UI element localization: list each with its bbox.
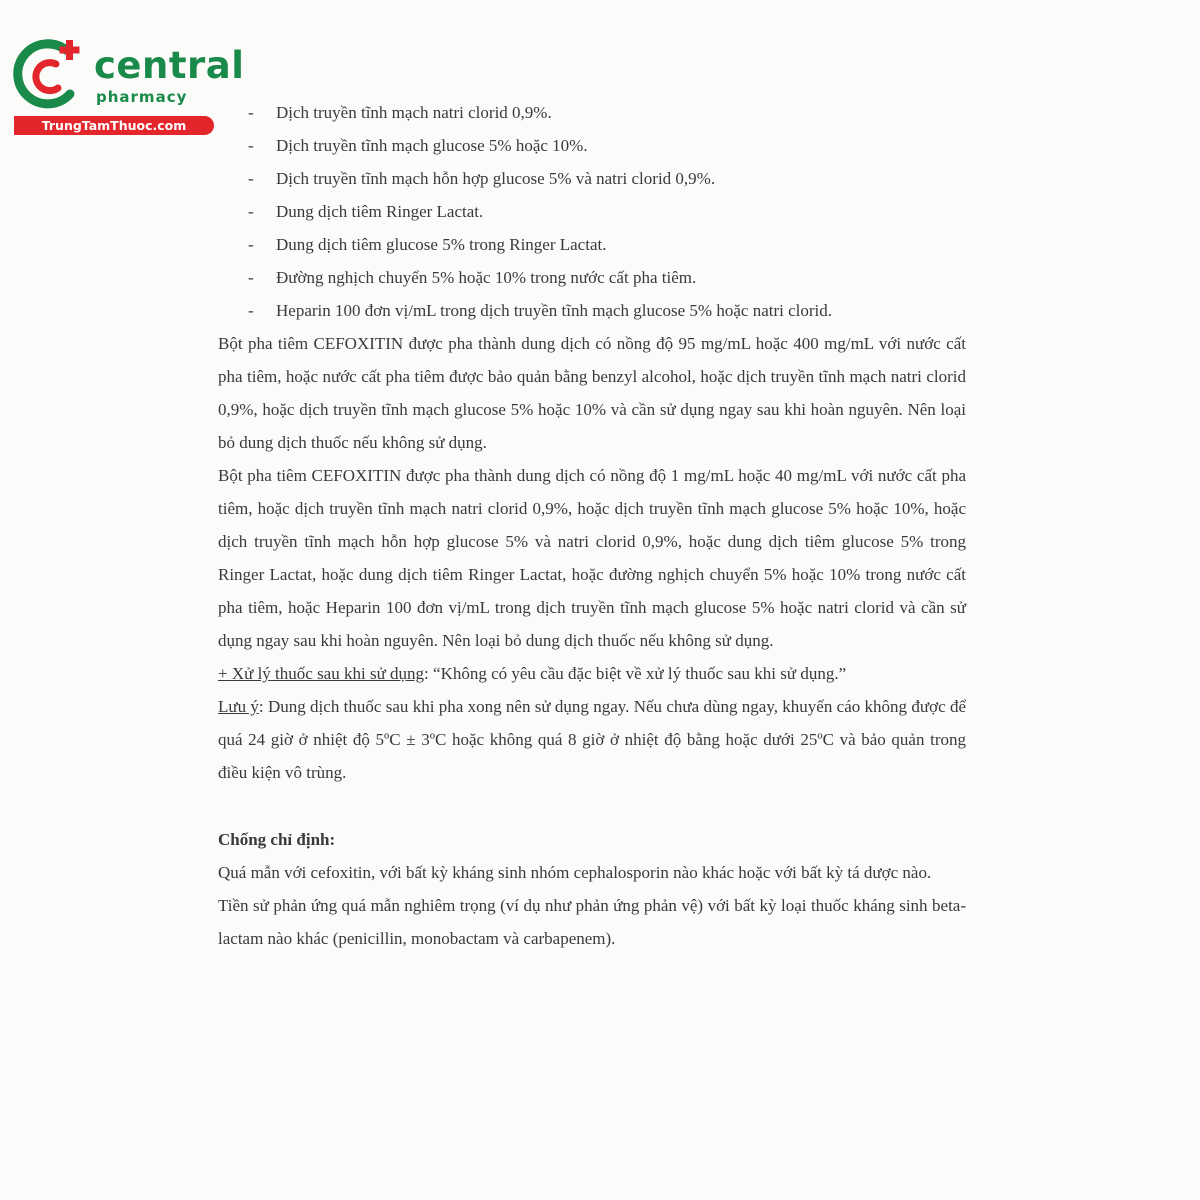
list-item: - Dịch truyền tĩnh mạch glucose 5% hoặc 10%. [218, 129, 966, 162]
disposal-text: : “Không có yêu cầu đặc biệt về xử lý thuốc sau khi sử dụng.” [424, 664, 847, 683]
list-item: - Dịch truyền tĩnh mạch natri clorid 0,9%. [218, 96, 966, 129]
reconstitution-paragraph-2: Bột pha tiêm CEFOXITIN được pha thành dung dịch có nồng độ 1 mg/mL hoặc 40 mg/mL với nước cất pha tiêm, hoặc dịch truyền tĩnh mạch natri clorid 0,9%, hoặc dịch truyền tĩnh mạch glucose 5% hoặc 10%, hoặc dịch truyền tĩnh mạch hỗn hợp glucose 5% và natri clorid 0,9%, hoặc dung dịch tiêm glucose 5% trong Ringer Lactat, hoặc dung dịch tiêm Ringer Lactat, hoặc đường nghịch chuyển 5% hoặc 10% trong nước cất pha tiêm, hoặc Heparin 100 đơn vị/mL trong dịch truyền tĩnh mạch glucose 5% hoặc natri clorid và cần sử dụng ngay sau khi hoàn nguyên. Nên loại bỏ dung dịch thuốc nếu không sử dụng. [218, 466, 966, 650]
note-label: Lưu ý [218, 697, 259, 716]
brand-url-badge[interactable]: TrungTamThuoc.com [14, 116, 214, 135]
disposal-label: + Xử lý thuốc sau khi sử dụng [218, 664, 425, 683]
note-text: : Dung dịch thuốc sau khi pha xong nên sử dụng ngay. Nếu chưa dùng ngay, khuyến cáo không được để quá 24 giờ ở nhiệt độ 5ºC ± 3ºC hoặc không quá 8 giờ ở nhiệt độ bằng hoặc dưới 25ºC và bảo quản trong điều kiện vô trùng. [218, 697, 966, 782]
brand-logo[interactable] [8, 36, 245, 136]
central-pharmacy-logo-icon [8, 36, 94, 116]
brand-name: central [94, 44, 245, 87]
contraindications-heading: Chống chỉ định: [218, 830, 336, 849]
list-item: - Dịch truyền tĩnh mạch hỗn hợp glucose 5% và natri clorid 0,9%. [218, 162, 966, 195]
list-item: - Dung dịch tiêm Ringer Lactat. [218, 195, 966, 228]
list-item: - Heparin 100 đơn vị/mL trong dịch truyền tĩnh mạch glucose 5% hoặc natri clorid. [218, 294, 966, 327]
diluent-list [218, 96, 966, 327]
disposal-paragraph [218, 657, 966, 690]
contraindication-paragraph-2: Tiền sử phản ứng quá mẫn nghiêm trọng (ví dụ như phản ứng phản vệ) với bất kỳ loại thuốc kháng sinh beta-lactam nào khác (penicillin, monobactam và carbapenem). [218, 896, 966, 948]
brand-subtitle: pharmacy [96, 88, 188, 106]
contraindication-paragraph-1: Quá mẫn với cefoxitin, với bất kỳ kháng sinh nhóm cephalosporin nào khác hoặc với bất kỳ tá dược nào. [218, 863, 932, 882]
reconstitution-paragraph-1: Bột pha tiêm CEFOXITIN được pha thành dung dịch có nồng độ 95 mg/mL hoặc 400 mg/mL với nước cất pha tiêm, hoặc nước cất pha tiêm được bảo quản bằng benzyl alcohol, hoặc dịch truyền tĩnh mạch natri clorid 0,9%, hoặc dịch truyền tĩnh mạch glucose 5% hoặc 10% và cần sử dụng ngay sau khi hoàn nguyên. Nên loại bỏ dung dịch thuốc nếu không sử dụng. [218, 334, 966, 452]
list-item: - Đường nghịch chuyển 5% hoặc 10% trong nước cất pha tiêm. [218, 261, 966, 294]
document-body [218, 96, 966, 955]
note-paragraph [218, 690, 966, 789]
list-item: - Dung dịch tiêm glucose 5% trong Ringer Lactat. [218, 228, 966, 261]
